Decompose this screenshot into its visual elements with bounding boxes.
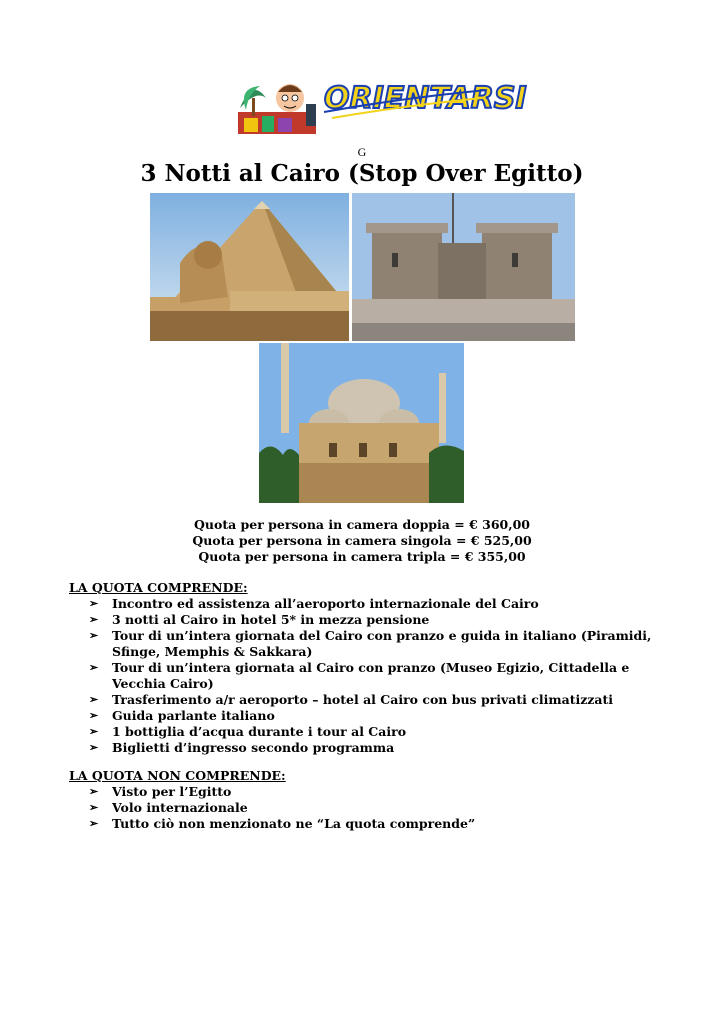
list-item: ➢ Tour di un’intera giornata del Cairo con pranzo e guida in italiano (Piramidi, Sfinge, Memphis & Sakkara) (89, 628, 652, 659)
excludes-heading: LA QUOTA NON COMPRENDE: (69, 768, 286, 783)
list-item: ➢ Tour di un’intera giornata al Cairo con pranzo (Museo Egizio, Cittadella e Vecchia Cairo) (89, 660, 630, 691)
list-item: ➢ Guida parlante italiano (89, 708, 275, 723)
includes-heading: LA QUOTA COMPRENDE: (69, 580, 248, 595)
arrow-bullet-icon: ➢ (89, 693, 99, 706)
list-item: ➢ Volo internazionale (89, 800, 248, 815)
mosque-photo (259, 343, 464, 503)
arrow-bullet-icon: ➢ (89, 801, 99, 814)
page-marker: G (357, 145, 367, 159)
arrow-bullet-icon: ➢ (89, 629, 99, 642)
arrow-bullet-icon: ➢ (89, 741, 99, 754)
pyramid-sphinx-photo (150, 193, 349, 341)
list-item: ➢ 3 notti al Cairo in hotel 5* in mezza pensione (89, 612, 430, 627)
list-item: ➢ Biglietti d’ingresso secondo programma (89, 740, 395, 755)
includes-list (89, 596, 669, 756)
excludes-list (89, 784, 669, 832)
orientarsi-logo (232, 68, 527, 140)
logo-mascot-icon (238, 84, 316, 134)
price-list (0, 517, 724, 565)
price-single: Quota per persona in camera singola = € 525,00 (192, 533, 532, 548)
arrow-bullet-icon: ➢ (89, 661, 99, 674)
page-title: 3 Notti al Cairo (Stop Over Egitto) (140, 160, 584, 187)
arrow-bullet-icon: ➢ (89, 597, 99, 610)
arrow-bullet-icon: ➢ (89, 613, 99, 626)
arrow-bullet-icon: ➢ (89, 725, 99, 738)
list-item: ➢ 1 bottiglia d’acqua durante i tour al Cairo (89, 724, 407, 739)
list-item: ➢ Visto per l’Egitto (89, 784, 232, 799)
price-triple: Quota per persona in camera tripla = € 355,00 (198, 549, 526, 564)
citadel-photo (352, 193, 575, 341)
price-double: Quota per persona in camera doppia = € 360,00 (194, 517, 530, 532)
list-item: ➢ Tutto ciò non menzionato ne “La quota comprende” (89, 816, 476, 831)
list-item: ➢ Trasferimento a/r aeroporto – hotel al Cairo con bus privati climatizzati (89, 692, 614, 707)
list-item: ➢ Incontro ed assistenza all’aeroporto internazionale del Cairo (89, 596, 539, 611)
arrow-bullet-icon: ➢ (89, 817, 99, 830)
logo-wordmark: ORIENTARSI (324, 81, 527, 116)
arrow-bullet-icon: ➢ (89, 785, 99, 798)
arrow-bullet-icon: ➢ (89, 709, 99, 722)
